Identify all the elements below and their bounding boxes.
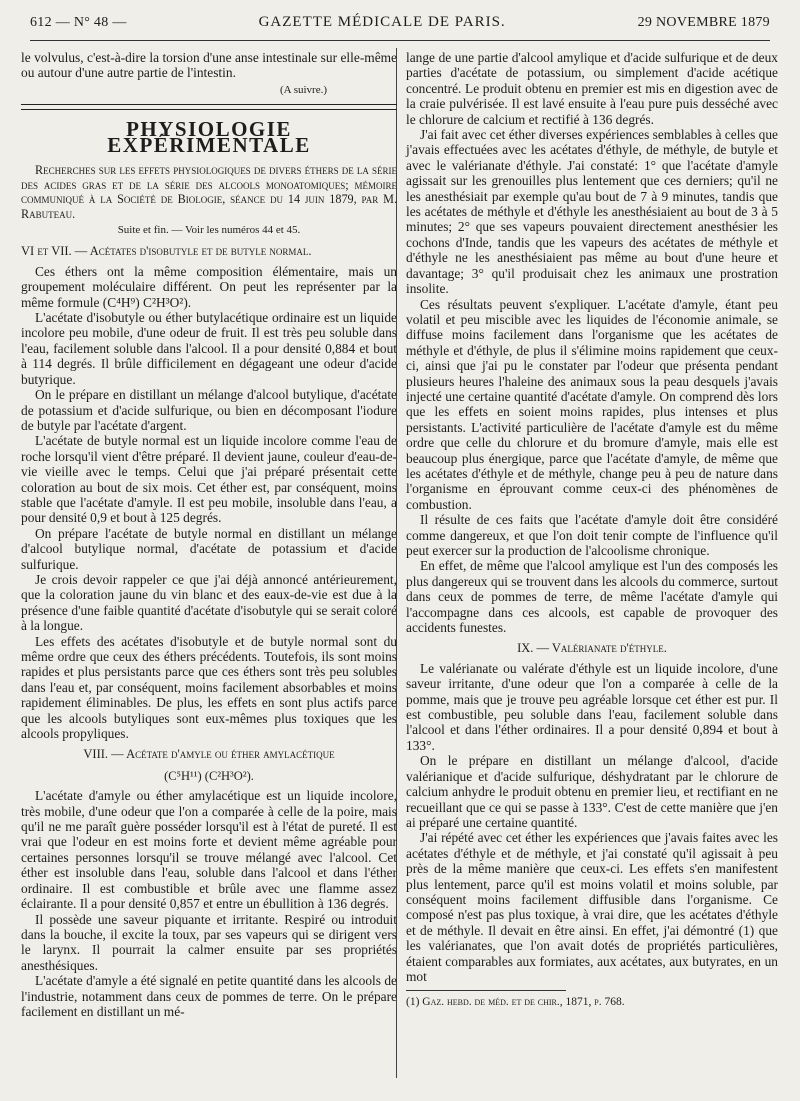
continued-text: le volvulus, c'est-à-dire la torsion d'une anse intestinale sur elle-même ou autour d'une autre partie de l'intestin. xyxy=(21,50,397,81)
header-rule xyxy=(30,40,770,41)
issue-date: 29 NOVEMBRE 1879 xyxy=(637,15,770,30)
paragraph: En effet, de même que l'alcool amylique est l'un des composés les plus dangereux qui se trouvent dans les alcools du commerce, surtout dans ceux de pommes de terre, de même l'acétate d'amyle qui l'accompagne dans ces alcools, est capable de provoquer des accidents funestes. xyxy=(406,558,778,636)
section-title: PHYSIOLOGIE EXPÉRIMENTALE xyxy=(107,117,311,157)
paragraph: Il possède une saveur piquante et irritante. Respiré ou introduit dans la bouche, il excite la toux, par ses vapeurs qui se dirigent vers le larynx. Il pourrait la calmer ensuite par ses propriétés anesthésiques. xyxy=(21,911,397,973)
section-rule-top xyxy=(21,104,397,105)
paragraph: Il résulte de ces faits que l'acétate d'amyle doit être considéré comme dangereux, et que l'on doit tenir compte de l'influence qu'il peut exercer sur la production de l'alcoolisme chronique. xyxy=(406,512,778,558)
paragraph: lange de une partie d'alcool amylique et d'acide sulfurique et de deux parties d'acétate de potassium, ou simplement d'acide acétique concentré. Le produit obtenu en premier est mis en digestion avec de la craie pulvérisée. Il est lavé ensuite à l'eau pure puis desséché avec le chlorure de calcium et rectifié à 136 degrés. xyxy=(406,50,778,127)
right-column xyxy=(406,50,778,1011)
page-number: 612 xyxy=(30,15,52,30)
paragraph: Ces résultats peuvent s'expliquer. L'acétate d'amyle, étant peu volatil et peu miscible avec les liquides de l'économie animale, se diffuse moins facilement dans l'organisme que les acétates de méthyle et d'éthyle, de plus il s'élimine moins rapidement que ceux-ci, ainsi que j'ai pu le constater par l'odeur que présenta pendant plusieurs heures l'haleine des animaux sous la peau desquels j'avais injecté une certaine quantité d'acétate d'amyle. On comprend dès lors que les effets en soient moins rapides, plus intenses et plus persistants. L'activité particulière de l'acétate d'amyle est du même ordre que celle du chlorure et du bromure d'amyle, mais elle est beaucoup plus énergique, parce que l'acétate d'amyle, de même que les acétates d'éthyle et de méthyle, change peu à peu de nature dans l'organisme en éprouvant comme ceux-ci des phénomènes de combustion. xyxy=(406,296,778,512)
journal-title: GAZETTE MÉDICALE DE PARIS. xyxy=(258,14,506,30)
footnote: (1) Gaz. hebd. de méd. et de chir., 1871, p. 768. xyxy=(406,996,625,1009)
paragraph: Je crois devoir rappeler ce que j'ai déjà annoncé antérieurement, que la coloration jaune du vin blanc et des eaux-de-vie est due à la présence d'une faible quantité d'acétate d'isobutyle qui se serait coloré à la longue. xyxy=(21,571,397,634)
paragraph: L'acétate d'amyle a été signalé en petite quantité dans les alcools de l'industrie, notamment dans ceux de pommes de terre. On le prépare facilement en distillant un mé- xyxy=(21,973,397,1019)
suite-note: Suite et fin. — Voir les numéros 44 et 45. xyxy=(117,224,301,237)
paragraph: Ces éthers ont la même composition élémentaire, mais un groupement moléculaire différent. On peut les représenter par la même formule (C⁴H⁹) C²H³O²). xyxy=(21,263,397,310)
to-follow-note: (A suivre.) xyxy=(279,83,327,96)
subheading-ix: IX. — Valérianate d'éthyle. xyxy=(517,641,667,656)
paragraph: J'ai répété avec cet éther les expériences que j'avais faites avec les acétates d'éthyle et de méthyle, et j'ai constaté qu'il agissait à peu près de la même manière que ceux-ci. Les effets s'en manifestent plus lentement, parce qu'il est moins volatil et moins soluble, par conséquent moins facilement diffusible dans l'organisme. Ce composé n'est pas plus toxique, à vrai dire, que les acétates d'éthyle et de méthyle. Il devait en être ainsi. En effet, j'ai démontré (1) que les valérianates, que l'on avait dotés de propriétés particulières, étaient comparables aux formiates, aux acétates, aux butyrates, en un mot xyxy=(406,830,778,984)
paragraph: Le valérianate ou valérate d'éthyle est un liquide incolore, d'une saveur irritante, d'une odeur que l'on a comparée à celle de la pomme, mais que je trouve peu agréable lorsque cet éther est pur. Il est combustible, peu soluble dans l'eau, facilement soluble dans l'alcool et dans l'éther ordinaires. Il a pour densité 0,894 et bout à 133°. xyxy=(406,660,778,753)
paragraph: Les effets des acétates d'isobutyle et de butyle normal sont du même ordre que ceux des éthers précédents. Toutefois, ils sont moins rapides et plus persistants parce que ces éthers sont très peu solubles dans l'eau et, par conséquent, moins facilement absorbables et moins rapidement éliminables. De plus, les effets en sont plus actifs parce que les alcools butyliques sont eux-mêmes plus toxiques que les alcools propyliques. xyxy=(21,633,397,742)
page-header xyxy=(30,14,770,40)
issue-number: — N° 48 — xyxy=(55,15,127,30)
section-rule-bottom xyxy=(21,109,397,110)
paragraph: On le prépare en distillant un mélange d'alcool butylique, d'acétate de potassium et d'acide sulfurique, ou bien en décomposant l'iodure de butyle par l'acétate d'argent. xyxy=(21,387,397,433)
paragraph: L'acétate d'isobutyle ou éther butylacétique ordinaire est un liquide incolore peu mobile, d'une odeur de fruit. Il est très peu soluble dans l'eau, facilement soluble dans l'alcool. Il a pour densité 0,884 et bout à 114 degrés. Il brûle difficilement en dégageant une odeur d'acide butyrique. xyxy=(21,310,397,387)
subheading-viii: VIII. — Acétate d'amyle ou éther amylacétique xyxy=(83,747,335,762)
paragraph: L'acétate de butyle normal est un liquide incolore comme l'eau de roche lorsqu'il vient d'être préparé. Il devient jaune, couleur d'eau-de-vie vieille avec le temps. Celui que j'ai préparé présentait cette coloration au bout de six mois. Cet éther est, par conséquent, moins stable que l'acétate d'amyle. Il est peu mobile, insoluble dans l'eau, a pour densité 0,9 et bout à 125 degrés. xyxy=(21,433,397,526)
paragraph: L'acétate d'amyle ou éther amylacétique est un liquide incolore, très mobile, d'une odeur que l'on a comparée à celle de la poire, mais qu'il ne me paraît guère posséder lorsqu'il est à l'état de pureté. Il est vrai que l'odeur en est moins forte et devient même agréable pour certaines personnes lorsqu'il se trouve mélangé avec l'alcool. Cet éther est insoluble dans l'eau, soluble dans l'alcool et dans l'éther ordinaire. Il est combustible et brûle avec une flamme assez éclairante. Il a pour densité 0,857 et entre un ébullition à 136 degrés. xyxy=(21,788,397,912)
page-number-block xyxy=(30,15,127,31)
left-column xyxy=(21,50,397,1019)
paragraph: J'ai fait avec cet éther diverses expériences semblables à celles que j'avais effectuées avec les acétates d'éthyle, de méthyle, de butyle et avec le valérianate d'éthyle. J'ai constaté: 1° que l'acétate d'amyle agissait sur les grenouilles plus lentement que ces derniers; qu'il ne les anesthésiait par exemple qu'au bout de 7 à 9 minutes, tandis que les acétates de méthyle et d'éthyle les anesthésiaient au bout de 3 à 5 minutes; 2° que ses vapeurs pouvaient directement anesthésier les cochons d'Inde, tandis que les vapeurs des acétates de méthyle et d'éthyle ne les anesthésiaient pas même au bout d'une heure et davantage; 3° qu'il produisait chez les animaux une prostration insolite. xyxy=(406,127,778,297)
research-intro: Recherches sur les effets physiologiques de divers éthers de la série des acides gras et de la série des alcools monoatomiques; mémoire communiqué à la Société de Biologie, séance du 14 juin 1879, par M. Rabuteau. xyxy=(21,163,397,221)
formula-viii: (C⁵H¹¹) (C²H³O²). xyxy=(164,768,254,783)
footnote-rule xyxy=(406,990,566,991)
paragraph: On prépare l'acétate de butyle normal en distillant un mélange d'alcool butylique normal, d'acétate de potassium et d'acide sulfurique. xyxy=(21,525,397,572)
subheading-vi-vii: VI et VII. — Acétates d'isobutyle et de butyle normal. xyxy=(21,244,312,259)
paragraph: On le prépare en distillant un mélange d'alcool, d'acide valérianique et d'acide sulfurique, déshydratant par le chlorure de calcium anhydre le produit obtenu en premier lieu, et rectifiant en ne recueillant que ce qui se passe à 133°. C'est de cette manière que j'en ai préparé une certaine quantité. xyxy=(406,753,778,830)
